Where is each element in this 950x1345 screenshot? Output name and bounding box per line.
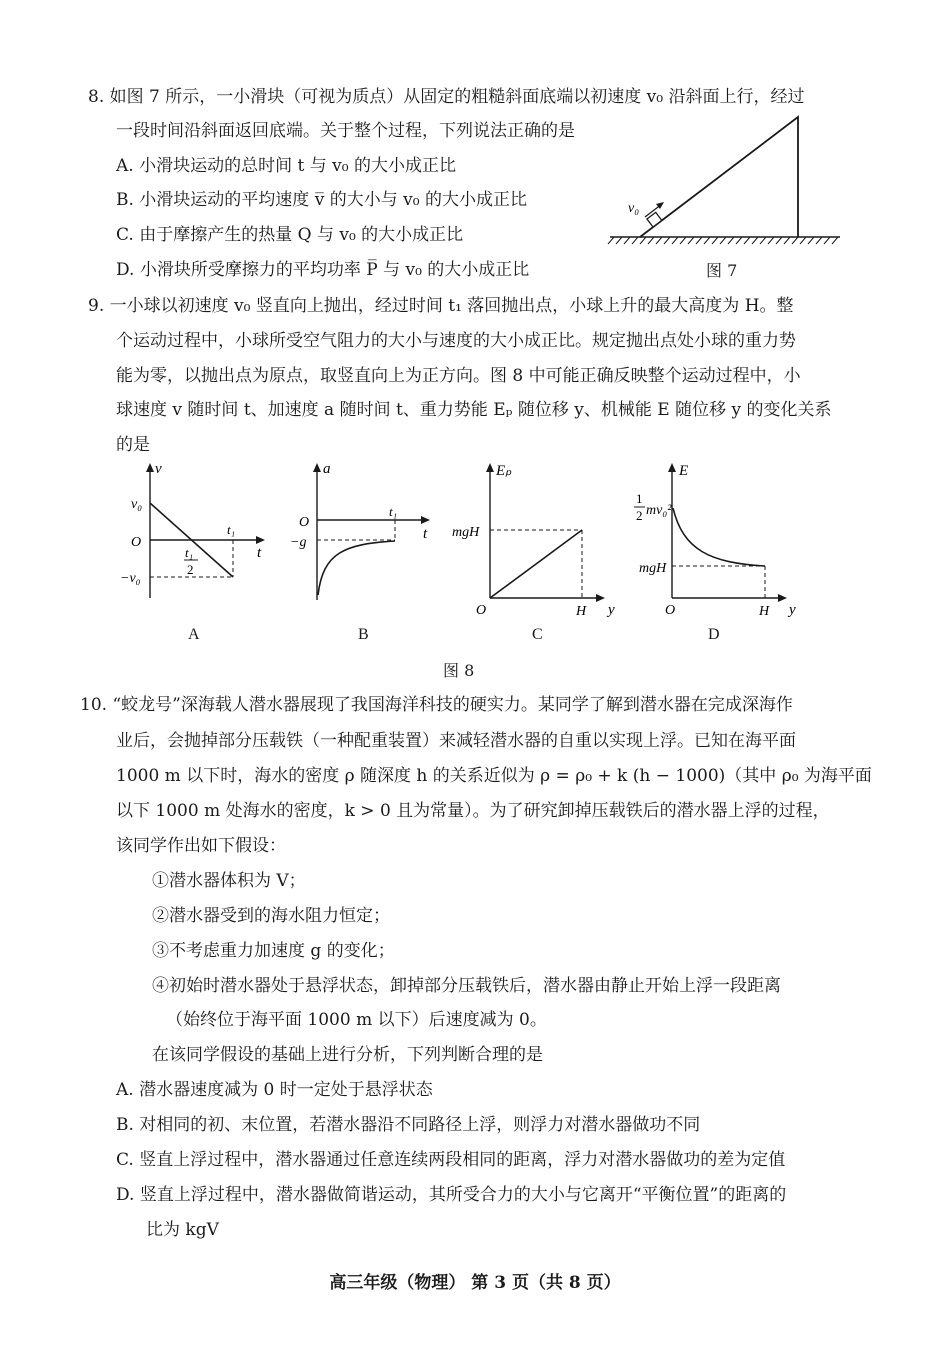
x-label: y <box>608 602 615 618</box>
q8-option-b: B. 小滑块运动的平均速度 v̅ 的大小与 v₀ 的大小成正比 <box>116 190 527 210</box>
q10-stem-line5: 该同学作出如下假设： <box>116 836 286 856</box>
q8-stem-line2: 一段时间沿斜面返回底端。关于整个过程，下列说法正确的是 <box>116 121 575 141</box>
q8-option-a: A. 小滑块运动的总时间 t 与 v₀ 的大小成正比 <box>116 156 456 176</box>
q9-stem-line1: 9. 一小球以初速度 v₀ 竖直向上抛出，经过时间 t₁ 落回抛出点，小球上升的最大高度为 H。整 <box>88 296 794 316</box>
q8-option-c: C. 由于摩擦产生的热量 Q 与 v₀ 的大小成正比 <box>116 225 464 245</box>
t1-tick: t₁ <box>227 522 236 537</box>
acceleration-curve <box>318 541 395 595</box>
origin-label: O <box>299 515 310 530</box>
mgh-tick: mgH <box>639 561 667 576</box>
q9-stem-line2: 个运动过程中，小球所受空气阻力的大小与速度的大小成正比。规定抛出点处小球的重力势 <box>116 331 796 351</box>
y-label: Eₚ <box>496 463 512 479</box>
q10-assumption-4-cont: （始终位于海平面 1000 m 以下）后速度减为 0。 <box>166 1010 547 1030</box>
mechanical-energy-curve <box>673 508 765 566</box>
graph-a <box>115 460 280 610</box>
x-label: t <box>257 545 262 561</box>
graph-a-letter: A <box>188 626 200 643</box>
v0-tick: v₀ <box>131 497 143 512</box>
graph-d-letter: D <box>708 626 720 643</box>
origin-label: O <box>131 535 142 550</box>
q10-assumption-1: ①潜水器体积为 V； <box>152 871 306 891</box>
q9-stem-line3: 能为零，以抛出点为原点，取竖直向上为正方向。图 8 中可能正确反映整个运动过程中，小 <box>116 366 801 386</box>
half-den: 2 <box>636 508 643 523</box>
figure-7-incline <box>600 112 850 247</box>
q10-option-d-cont: 比为 kgV <box>146 1220 219 1240</box>
q10-option-d: D. 竖直上浮过程中，潜水器做简谐运动，其所受合力的大小与它离开“平衡位置”的距离的 <box>116 1185 787 1205</box>
neg-g-tick: −g <box>290 535 307 550</box>
y-label: E <box>679 463 689 479</box>
x-label: y <box>789 602 796 618</box>
q8-stem-line1: 8. 如图 7 所示，一小滑块（可视为质点）从固定的粗糙斜面底端以初速度 v₀ 沿斜面上行，经过 <box>88 87 805 107</box>
half-t1-num: t₁ <box>185 545 194 560</box>
incline-triangle <box>640 117 798 237</box>
page-footer: 高三年级（物理） 第 3 页（共 8 页） <box>329 1273 621 1293</box>
neg-v0-tick: −v₀ <box>120 571 141 586</box>
origin-label: O <box>476 603 487 618</box>
q10-stem-line3: 1000 m 以下时，海水的密度 ρ 随深度 h 的关系近似为 ρ = ρ₀ + k (h − 1000)（其中 ρ₀ 为海平面 <box>116 766 872 786</box>
graph-c-letter: C <box>532 626 543 643</box>
q10-option-a: A. 潜水器速度减为 0 时一定处于悬浮状态 <box>116 1080 433 1100</box>
v0-label: v₀ <box>628 201 640 216</box>
q10-assumption-4: ④初始时潜水器处于悬浮状态，卸掉部分压载铁后，潜水器由静止开始上浮一段距离 <box>152 976 781 996</box>
mv0-squared: mv₀² <box>646 503 672 518</box>
q10-stem-line4: 以下 1000 m 处海水的密度，k > 0 且为常量）。为了研究卸掉压载铁后的潜水器上浮的过程， <box>116 801 830 821</box>
q10-stem-line1: 10. “蛟龙号”深海载人潜水器展现了我国海洋科技的硬实力。某同学了解到潜水器在完成深海作 <box>80 695 793 715</box>
graph-c <box>450 460 625 620</box>
y-label: v <box>155 461 162 477</box>
graph-b <box>285 460 450 610</box>
half-t1-den: 2 <box>187 562 194 577</box>
q10-option-b: B. 对相同的初、末位置，若潜水器沿不同路径上浮，则浮力对潜水器做功不同 <box>116 1115 701 1135</box>
q10-assumption-2: ②潜水器受到的海水阻力恒定； <box>152 906 390 926</box>
q10-intro: 在该同学假设的基础上进行分析，下列判断合理的是 <box>152 1045 543 1065</box>
half-num: 1 <box>636 491 643 506</box>
q9-stem-line4: 球速度 v 随时间 t、加速度 a 随时间 t、重力势能 Eₚ 随位移 y、机械能 E 随位移 y 的变化关系 <box>116 400 832 420</box>
q10-assumption-3: ③不考虑重力加速度 g 的变化； <box>152 941 395 961</box>
ground-hatching <box>608 237 838 244</box>
figure-7-caption: 图 7 <box>706 261 738 280</box>
origin-label: O <box>665 603 676 618</box>
h-tick: H <box>759 604 770 619</box>
y-label: a <box>323 461 331 477</box>
graph-d <box>625 460 805 620</box>
potential-energy-line <box>490 530 582 598</box>
mgh-tick: mgH <box>452 525 480 540</box>
figure-8-caption: 图 8 <box>443 661 475 680</box>
slider-block <box>647 212 662 227</box>
q9-stem-line5: 的是 <box>116 435 150 455</box>
graph-b-letter: B <box>358 626 369 643</box>
q8-option-d: D. 小滑块所受摩擦力的平均功率 P̅ 与 v₀ 的大小成正比 <box>116 260 530 280</box>
t1-tick: t₁ <box>389 504 398 519</box>
q10-stem-line2: 业后，会抛掉部分压载铁（一种配重装置）来减轻潜水器的自重以实现上浮。已知在海平面 <box>116 731 796 751</box>
h-tick: H <box>576 604 587 619</box>
x-label: t <box>423 526 428 542</box>
q10-option-c: C. 竖直上浮过程中，潜水器通过任意连续两段相同的距离，浮力对潜水器做功的差为定值 <box>116 1150 786 1170</box>
